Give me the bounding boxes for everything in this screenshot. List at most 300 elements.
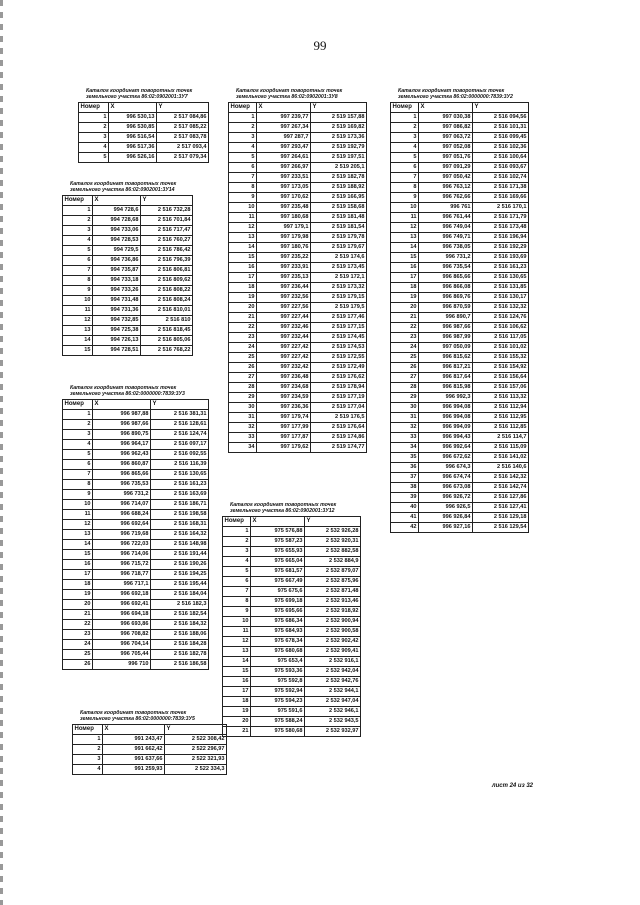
x-coordinate-cell: 996 672,62	[419, 453, 473, 463]
x-coordinate-cell: 996 749,71	[419, 233, 473, 243]
x-coordinate-cell: 996 710	[93, 660, 151, 670]
table-row	[391, 353, 529, 363]
x-coordinate-cell: 996 815,98	[419, 383, 473, 393]
y-coordinate-cell: 2 516 141,02	[473, 453, 529, 463]
table-row	[63, 640, 209, 650]
y-coordinate-cell: 2 516 102,74	[473, 173, 529, 183]
x-coordinate-cell: 996 692,64	[93, 520, 151, 530]
x-coordinate-cell: 996 870,59	[419, 303, 473, 313]
x-coordinate-cell: 996 926,5	[419, 503, 473, 513]
x-coordinate-cell: 996 763,12	[419, 183, 473, 193]
point-number-cell: 19	[63, 590, 93, 600]
x-coordinate-cell: 996 890,7	[419, 313, 473, 323]
column-header: Номер	[79, 103, 109, 113]
y-coordinate-cell: 2 516 196,94	[473, 233, 529, 243]
y-coordinate-cell: 2 516 164,32	[151, 530, 209, 540]
x-coordinate-cell: 996 717,1	[93, 580, 151, 590]
catalog-block	[228, 88, 367, 453]
table-row	[391, 273, 529, 283]
x-coordinate-cell: 994 733,06	[93, 226, 141, 236]
point-number-cell: 30	[229, 403, 257, 413]
y-coordinate-cell: 2 516 112,94	[473, 403, 529, 413]
y-coordinate-cell: 2 516 796,39	[141, 256, 193, 266]
point-number-cell: 33	[391, 433, 419, 443]
y-coordinate-cell: 2 516 127,86	[473, 493, 529, 503]
table-row	[63, 490, 209, 500]
point-number-cell: 16	[391, 263, 419, 273]
x-coordinate-cell: 975 681,57	[251, 567, 305, 577]
point-number-cell: 3	[73, 755, 103, 765]
x-coordinate-cell: 996 994,43	[419, 433, 473, 443]
y-coordinate-cell: 2 532 879,07	[305, 567, 361, 577]
table-row	[63, 560, 209, 570]
y-coordinate-cell: 2 532 875,96	[305, 577, 361, 587]
point-number-cell: 2	[73, 745, 103, 755]
table-row	[229, 173, 367, 183]
table-row	[63, 590, 209, 600]
y-coordinate-cell: 2 516 194,25	[151, 570, 209, 580]
x-coordinate-cell: 994 728,6	[93, 206, 141, 216]
y-coordinate-cell: 2 516 129,54	[473, 523, 529, 533]
table-row	[391, 483, 529, 493]
point-number-cell: 26	[391, 363, 419, 373]
table-row	[229, 293, 367, 303]
point-number-cell: 15	[63, 346, 93, 356]
x-coordinate-cell: 994 728,51	[93, 346, 141, 356]
y-coordinate-cell: 2 532 900,94	[305, 617, 361, 627]
table-row	[229, 443, 367, 453]
x-coordinate-cell: 975 653,4	[251, 657, 305, 667]
y-coordinate-cell: 2 519 179,15	[311, 293, 367, 303]
x-coordinate-cell: 996 860,87	[93, 460, 151, 470]
y-coordinate-cell: 2 516 768,22	[141, 346, 193, 356]
x-coordinate-cell: 997 267,34	[257, 123, 311, 133]
x-coordinate-cell: 997 233,51	[257, 173, 311, 183]
column-header: Номер	[73, 725, 103, 735]
point-number-cell: 8	[63, 480, 93, 490]
x-coordinate-cell: 997 063,72	[419, 133, 473, 143]
point-number-cell: 12	[223, 637, 251, 647]
x-coordinate-cell: 997 177,99	[257, 423, 311, 433]
column-header: Y	[473, 103, 529, 113]
x-coordinate-cell: 996 987,88	[93, 410, 151, 420]
point-number-cell: 13	[229, 233, 257, 243]
x-coordinate-cell: 994 732,85	[93, 316, 141, 326]
x-coordinate-cell: 997 177,87	[257, 433, 311, 443]
coordinates-table	[78, 102, 209, 163]
y-coordinate-cell: 2 532 920,31	[305, 537, 361, 547]
table-row	[223, 647, 361, 657]
table-row	[63, 610, 209, 620]
y-coordinate-cell: 2 516 173,48	[473, 223, 529, 233]
catalog-title-line: Каталог координат поворотных точек	[80, 710, 187, 716]
x-coordinate-cell: 997 173,05	[257, 183, 311, 193]
point-number-cell: 11	[229, 213, 257, 223]
point-number-cell: 10	[63, 296, 93, 306]
y-coordinate-cell: 2 522 296,97	[165, 745, 227, 755]
point-number-cell: 34	[391, 443, 419, 453]
point-number-cell: 23	[391, 333, 419, 343]
table-row	[73, 735, 227, 745]
scan-edge	[0, 0, 3, 905]
x-coordinate-cell: 996 761	[419, 203, 473, 213]
y-coordinate-cell: 2 516 192,29	[473, 243, 529, 253]
y-coordinate-cell: 2 516 124,74	[151, 430, 209, 440]
catalog-title	[398, 88, 529, 100]
point-number-cell: 8	[63, 276, 93, 286]
point-number-cell: 24	[63, 640, 93, 650]
y-coordinate-cell: 2 516 190,26	[151, 560, 209, 570]
x-coordinate-cell: 991 637,66	[103, 755, 165, 765]
x-coordinate-cell: 996 987,66	[93, 420, 151, 430]
table-row	[63, 236, 193, 246]
point-number-cell: 21	[391, 313, 419, 323]
y-coordinate-cell: 2 532 882,58	[305, 547, 361, 557]
table-row	[229, 353, 367, 363]
y-coordinate-cell: 2 516 099,45	[473, 133, 529, 143]
table-row	[223, 687, 361, 697]
point-number-cell: 18	[229, 283, 257, 293]
x-coordinate-cell: 975 594,23	[251, 697, 305, 707]
point-number-cell: 32	[229, 423, 257, 433]
table-row	[391, 283, 529, 293]
column-header: Номер	[223, 517, 251, 527]
y-coordinate-cell: 2 516 184,32	[151, 620, 209, 630]
y-coordinate-cell: 2 516 142,32	[473, 473, 529, 483]
point-number-cell: 6	[223, 577, 251, 587]
point-number-cell: 8	[391, 183, 419, 193]
y-coordinate-cell: 2 516 760,27	[141, 236, 193, 246]
x-coordinate-cell: 996 735,54	[419, 263, 473, 273]
column-header: X	[251, 517, 305, 527]
catalog-block	[62, 181, 193, 356]
point-number-cell: 29	[229, 393, 257, 403]
y-coordinate-cell: 2 516 128,61	[151, 420, 209, 430]
x-coordinate-cell: 996 817,64	[419, 373, 473, 383]
point-number-cell: 5	[63, 246, 93, 256]
x-coordinate-cell: 997 266,97	[257, 163, 311, 173]
table-row	[63, 226, 193, 236]
point-number-cell: 4	[223, 557, 251, 567]
y-coordinate-cell: 2 516 116,39	[151, 460, 209, 470]
point-number-cell: 11	[63, 510, 93, 520]
table-row	[223, 567, 361, 577]
point-number-cell: 4	[391, 143, 419, 153]
catalog-title-line: Каталог координат поворотных точек	[86, 88, 193, 94]
table-row	[229, 273, 367, 283]
y-coordinate-cell: 2 516 154,92	[473, 363, 529, 373]
x-coordinate-cell: 997 086,82	[419, 123, 473, 133]
table-row	[73, 755, 227, 765]
table-row	[63, 620, 209, 630]
x-coordinate-cell: 996 731,2	[419, 253, 473, 263]
point-number-cell: 27	[391, 373, 419, 383]
y-coordinate-cell: 2 516 701,84	[141, 216, 193, 226]
catalog-title	[70, 181, 193, 193]
column-header: Y	[141, 196, 193, 206]
point-number-cell: 15	[223, 667, 251, 677]
y-coordinate-cell: 2 519 205,1	[311, 163, 367, 173]
x-coordinate-cell: 975 665,04	[251, 557, 305, 567]
y-coordinate-cell: 2 516 101,02	[473, 343, 529, 353]
y-coordinate-cell: 2 519 173,45	[311, 263, 367, 273]
x-coordinate-cell: 997 293,47	[257, 143, 311, 153]
x-coordinate-cell: 997 232,46	[257, 323, 311, 333]
y-coordinate-cell: 2 516 186,58	[151, 660, 209, 670]
table-row	[223, 617, 361, 627]
point-number-cell: 32	[391, 423, 419, 433]
column-header: Y	[165, 725, 227, 735]
column-header: Y	[151, 400, 209, 410]
y-coordinate-cell: 2 519 197,51	[311, 153, 367, 163]
point-number-cell: 23	[229, 333, 257, 343]
point-number-cell: 25	[391, 353, 419, 363]
y-coordinate-cell: 2 516 182,3	[151, 600, 209, 610]
point-number-cell: 5	[229, 153, 257, 163]
coordinates-table	[62, 195, 193, 356]
x-coordinate-cell: 994 733,18	[93, 276, 141, 286]
point-number-cell: 30	[391, 403, 419, 413]
y-coordinate-cell: 2 519 173,32	[311, 283, 367, 293]
y-coordinate-cell: 2 519 179,78	[311, 233, 367, 243]
y-coordinate-cell: 2 516 186,71	[151, 500, 209, 510]
column-header: Номер	[391, 103, 419, 113]
catalog-title-line: Каталог координат поворотных точек	[230, 502, 337, 508]
y-coordinate-cell: 2 532 943,5	[305, 717, 361, 727]
y-coordinate-cell: 2 516 806,81	[141, 266, 193, 276]
point-number-cell: 9	[391, 193, 419, 203]
point-number-cell: 5	[63, 450, 93, 460]
x-coordinate-cell: 996 714,06	[93, 550, 151, 560]
y-coordinate-cell: 2 519 176,62	[311, 373, 367, 383]
x-coordinate-cell: 996 987,66	[419, 323, 473, 333]
x-coordinate-cell: 991 259,93	[103, 765, 165, 775]
x-coordinate-cell: 996 994,08	[419, 403, 473, 413]
y-coordinate-cell: 2 516 381,31	[151, 410, 209, 420]
x-coordinate-cell: 991 662,42	[103, 745, 165, 755]
x-coordinate-cell: 996 688,24	[93, 510, 151, 520]
table-row	[223, 597, 361, 607]
point-number-cell: 15	[391, 253, 419, 263]
x-coordinate-cell: 996 926,84	[419, 513, 473, 523]
table-row	[223, 547, 361, 557]
point-number-cell: 9	[223, 607, 251, 617]
table-row	[391, 223, 529, 233]
x-coordinate-cell: 975 667,49	[251, 577, 305, 587]
y-coordinate-cell: 2 519 178,94	[311, 383, 367, 393]
y-coordinate-cell: 2 532 926,28	[305, 527, 361, 537]
column-header: X	[93, 196, 141, 206]
x-coordinate-cell: 996 719,68	[93, 530, 151, 540]
point-number-cell: 5	[223, 567, 251, 577]
x-coordinate-cell: 975 587,23	[251, 537, 305, 547]
table-row	[63, 216, 193, 226]
table-row	[229, 403, 367, 413]
table-row	[223, 677, 361, 687]
point-number-cell: 6	[63, 460, 93, 470]
table-row	[63, 316, 193, 326]
table-row	[391, 383, 529, 393]
point-number-cell: 16	[223, 677, 251, 687]
point-number-cell: 14	[63, 540, 93, 550]
table-row	[223, 537, 361, 547]
x-coordinate-cell: 996 865,66	[93, 470, 151, 480]
table-row	[229, 393, 367, 403]
x-coordinate-cell: 975 591,6	[251, 707, 305, 717]
y-coordinate-cell: 2 519 169,82	[311, 123, 367, 133]
x-coordinate-cell: 994 729,5	[93, 246, 141, 256]
point-number-cell: 34	[229, 443, 257, 453]
x-coordinate-cell: 975 593,36	[251, 667, 305, 677]
point-number-cell: 39	[391, 493, 419, 503]
x-coordinate-cell: 975 580,68	[251, 727, 305, 737]
point-number-cell: 1	[223, 527, 251, 537]
y-coordinate-cell: 2 516 106,62	[473, 323, 529, 333]
point-number-cell: 20	[63, 600, 93, 610]
x-coordinate-cell: 975 655,93	[251, 547, 305, 557]
point-number-cell: 7	[391, 173, 419, 183]
column-header: Номер	[63, 196, 93, 206]
point-number-cell: 13	[391, 233, 419, 243]
y-coordinate-cell: 2 519 174,77	[311, 443, 367, 453]
point-number-cell: 20	[223, 717, 251, 727]
point-number-cell: 24	[229, 343, 257, 353]
x-coordinate-cell: 997 052,08	[419, 143, 473, 153]
point-number-cell: 9	[63, 490, 93, 500]
table-row	[391, 363, 529, 373]
table-row	[79, 133, 209, 143]
x-coordinate-cell: 997 235,22	[257, 253, 311, 263]
y-coordinate-cell: 2 516 155,32	[473, 353, 529, 363]
x-coordinate-cell: 996 866,08	[419, 283, 473, 293]
table-row	[63, 420, 209, 430]
point-number-cell: 19	[223, 707, 251, 717]
point-number-cell: 3	[391, 133, 419, 143]
y-coordinate-cell: 2 516 193,69	[473, 253, 529, 263]
x-coordinate-cell: 975 680,68	[251, 647, 305, 657]
table-row	[391, 263, 529, 273]
x-coordinate-cell: 996 714,07	[93, 500, 151, 510]
x-coordinate-cell: 996 962,43	[93, 450, 151, 460]
table-row	[63, 580, 209, 590]
y-coordinate-cell: 2 516 808,22	[141, 286, 193, 296]
table-row	[391, 493, 529, 503]
x-coordinate-cell: 996 693,86	[93, 620, 151, 630]
point-number-cell: 17	[63, 570, 93, 580]
x-coordinate-cell: 997 264,61	[257, 153, 311, 163]
table-row	[391, 393, 529, 403]
point-number-cell: 29	[391, 393, 419, 403]
x-coordinate-cell: 994 731,36	[93, 306, 141, 316]
y-coordinate-cell: 2 532 932,97	[305, 727, 361, 737]
catalog-block	[78, 88, 209, 163]
y-coordinate-cell: 2 516 142,74	[473, 483, 529, 493]
x-coordinate-cell: 975 699,18	[251, 597, 305, 607]
table-row	[63, 336, 193, 346]
table-row	[391, 113, 529, 123]
point-number-cell: 35	[391, 453, 419, 463]
x-coordinate-cell: 996 815,62	[419, 353, 473, 363]
y-coordinate-cell: 2 516 148,98	[151, 540, 209, 550]
table-row	[229, 253, 367, 263]
x-coordinate-cell: 996 715,72	[93, 560, 151, 570]
y-coordinate-cell: 2 519 181,48	[311, 213, 367, 223]
table-row	[229, 263, 367, 273]
y-coordinate-cell: 2 519 179,5	[311, 303, 367, 313]
table-row	[391, 453, 529, 463]
point-number-cell: 14	[391, 243, 419, 253]
y-coordinate-cell: 2 516 717,47	[141, 226, 193, 236]
table-row	[229, 133, 367, 143]
x-coordinate-cell: 996 964,17	[93, 440, 151, 450]
point-number-cell: 1	[79, 113, 109, 123]
point-number-cell: 4	[63, 440, 93, 450]
column-header: Y	[157, 103, 209, 113]
x-coordinate-cell: 997 030,38	[419, 113, 473, 123]
x-coordinate-cell: 997 234,68	[257, 383, 311, 393]
x-coordinate-cell: 994 728,53	[93, 236, 141, 246]
table-row	[63, 530, 209, 540]
y-coordinate-cell: 2 532 902,42	[305, 637, 361, 647]
table-row	[63, 480, 209, 490]
table-row	[63, 570, 209, 580]
point-number-cell: 21	[223, 727, 251, 737]
y-coordinate-cell: 2 522 321,93	[165, 755, 227, 765]
y-coordinate-cell: 2 516 092,55	[151, 450, 209, 460]
table-row	[63, 630, 209, 640]
point-number-cell: 25	[63, 650, 93, 660]
column-header: X	[257, 103, 311, 113]
table-row	[229, 423, 367, 433]
catalog-title	[230, 502, 361, 514]
table-row	[229, 413, 367, 423]
y-coordinate-cell: 2 516 130,65	[151, 470, 209, 480]
point-number-cell: 20	[229, 303, 257, 313]
x-coordinate-cell: 996 994,08	[419, 413, 473, 423]
point-number-cell: 8	[223, 597, 251, 607]
x-coordinate-cell: 997 051,76	[419, 153, 473, 163]
point-number-cell: 22	[391, 323, 419, 333]
table-row	[391, 183, 529, 193]
table-row	[63, 450, 209, 460]
table-row	[391, 463, 529, 473]
y-coordinate-cell: 2 516 810	[141, 316, 193, 326]
table-row	[223, 697, 361, 707]
table-row	[63, 266, 193, 276]
y-coordinate-cell: 2 532 916,1	[305, 657, 361, 667]
y-coordinate-cell: 2 519 179,67	[311, 243, 367, 253]
point-number-cell: 14	[223, 657, 251, 667]
y-coordinate-cell: 2 516 101,31	[473, 123, 529, 133]
table-row	[63, 510, 209, 520]
x-coordinate-cell: 996 817,21	[419, 363, 473, 373]
catalog-title-line: земельного участка 86:02:0000000:7839:3У2	[398, 94, 513, 100]
y-coordinate-cell: 2 516 157,06	[473, 383, 529, 393]
table-header-row	[79, 103, 209, 113]
table-row	[229, 123, 367, 133]
y-coordinate-cell: 2 519 181,54	[311, 223, 367, 233]
table-row	[391, 303, 529, 313]
y-coordinate-cell: 2 519 176,64	[311, 423, 367, 433]
y-coordinate-cell: 2 532 913,46	[305, 597, 361, 607]
point-number-cell: 15	[63, 550, 93, 560]
y-coordinate-cell: 2 519 177,15	[311, 323, 367, 333]
y-coordinate-cell: 2 516 115,09	[473, 443, 529, 453]
table-row	[391, 343, 529, 353]
column-header: Y	[311, 103, 367, 113]
point-number-cell: 2	[63, 420, 93, 430]
x-coordinate-cell: 996 708,82	[93, 630, 151, 640]
